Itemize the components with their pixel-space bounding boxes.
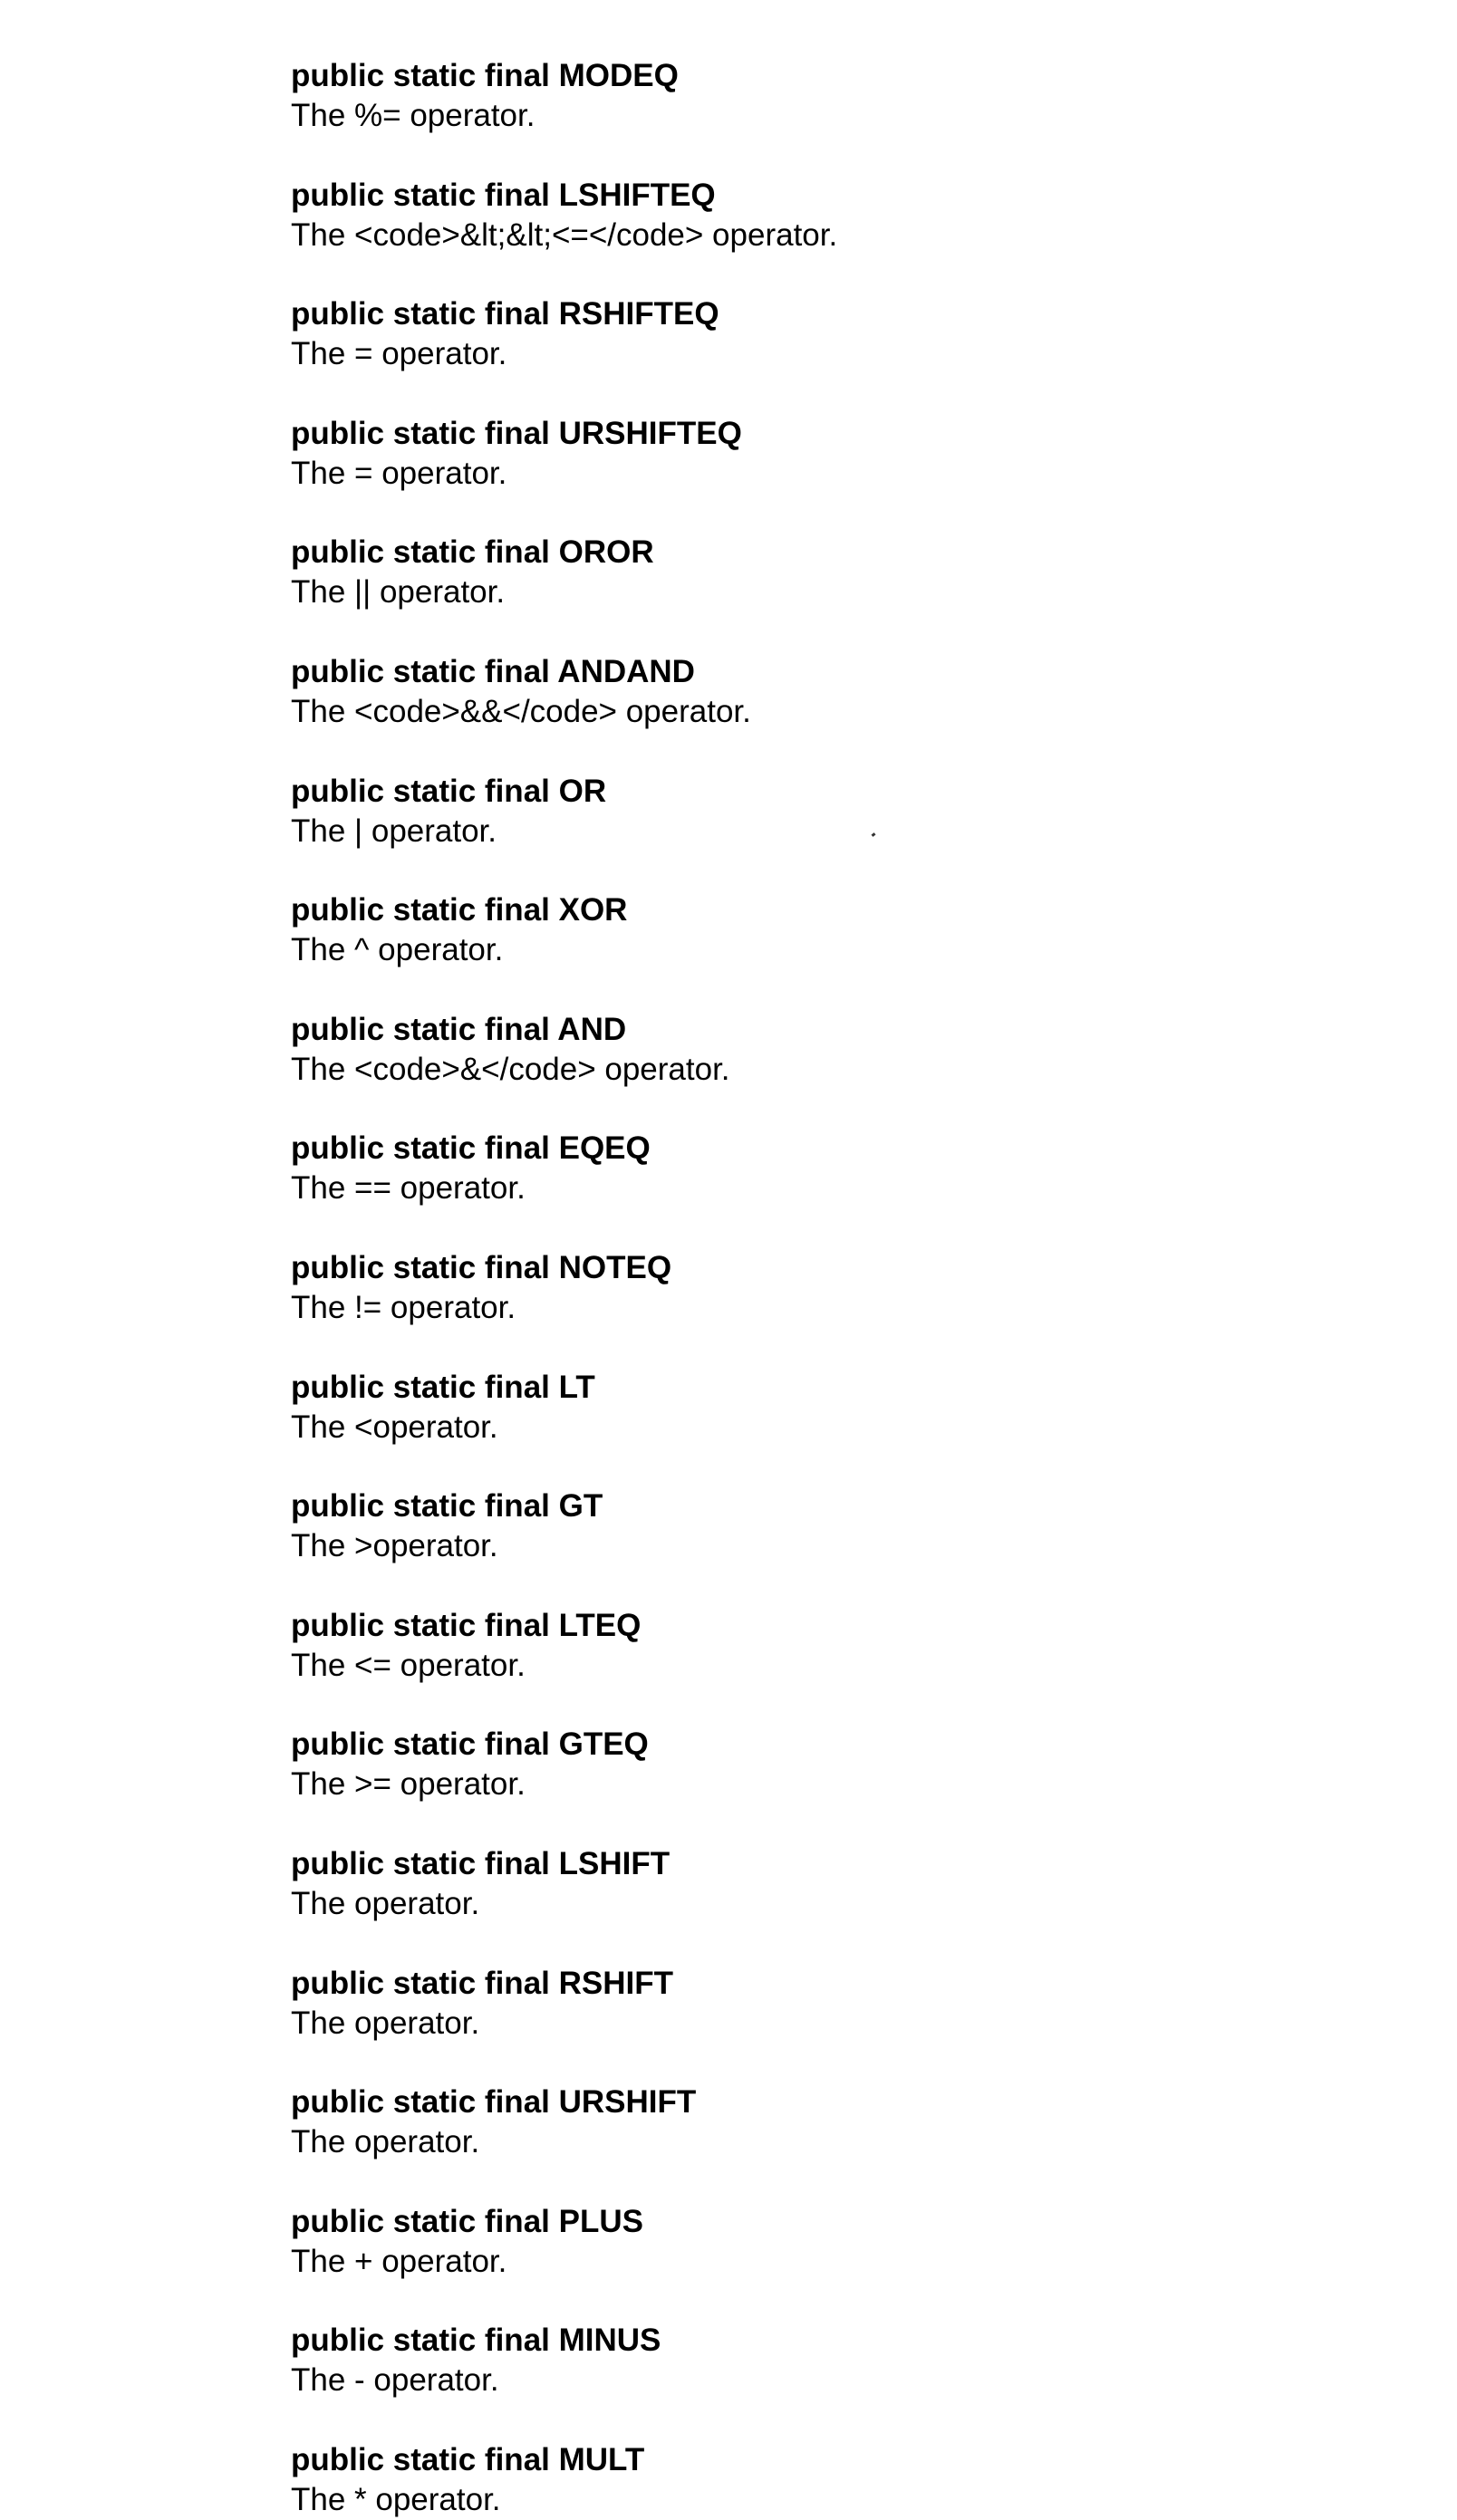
field-description: The >= operator. bbox=[291, 1765, 649, 1804]
field-signature: public static final URSHIFTEQ bbox=[291, 414, 742, 454]
field-description: The + operator. bbox=[291, 2242, 643, 2282]
field-description: The * operator. bbox=[291, 2480, 644, 2520]
field-signature: public static final LSHIFT bbox=[291, 1844, 670, 1884]
field-signature: public static final EQEQ bbox=[291, 1129, 651, 1169]
field-description: The == operator. bbox=[291, 1169, 651, 1208]
field-description: The = operator. bbox=[291, 454, 742, 494]
field-description: The <= operator. bbox=[291, 1646, 641, 1686]
field-entry bbox=[291, 56, 679, 136]
field-description: The <code>&&</code> operator. bbox=[291, 692, 751, 732]
field-entry bbox=[291, 294, 719, 374]
field-signature: public static final MINUS bbox=[291, 2321, 661, 2361]
field-description: The operator. bbox=[291, 2122, 696, 2162]
field-signature: public static final RSHIFTEQ bbox=[291, 294, 719, 334]
field-entry bbox=[291, 2440, 644, 2520]
field-signature: public static final PLUS bbox=[291, 2202, 643, 2242]
field-entry bbox=[291, 414, 742, 494]
field-signature: public static final GTEQ bbox=[291, 1725, 649, 1765]
field-entry bbox=[291, 2082, 696, 2162]
field-signature: public static final AND bbox=[291, 1010, 730, 1050]
field-description: The >operator. bbox=[291, 1526, 603, 1566]
field-signature: public static final LSHIFTEQ bbox=[291, 176, 837, 216]
field-entry bbox=[291, 1129, 651, 1208]
field-description: The = operator. bbox=[291, 334, 719, 374]
field-signature: public static final LTEQ bbox=[291, 1606, 641, 1646]
field-entry bbox=[291, 1725, 649, 1804]
field-signature: public static final MULT bbox=[291, 2440, 644, 2480]
field-description: The <operator. bbox=[291, 1408, 595, 1448]
field-description: The %= operator. bbox=[291, 96, 679, 136]
field-signature: public static final XOR bbox=[291, 890, 627, 930]
field-signature: public static final NOTEQ bbox=[291, 1248, 671, 1288]
field-description: The | operator. bbox=[291, 812, 606, 851]
field-entry bbox=[291, 2321, 661, 2400]
field-entry bbox=[291, 1606, 641, 1686]
field-description: The operator. bbox=[291, 2004, 673, 2044]
field-signature: public static final LT bbox=[291, 1368, 595, 1408]
field-signature: public static final OR bbox=[291, 772, 606, 812]
field-description: The || operator. bbox=[291, 572, 654, 612]
field-entry bbox=[291, 2202, 643, 2282]
field-description: The != operator. bbox=[291, 1288, 671, 1328]
field-entry bbox=[291, 652, 751, 732]
field-entry bbox=[291, 1368, 595, 1448]
field-entry bbox=[291, 772, 606, 851]
field-entry bbox=[291, 1964, 673, 2044]
scan-speck bbox=[872, 832, 876, 837]
field-entry bbox=[291, 176, 837, 255]
field-entry bbox=[291, 1248, 671, 1328]
field-signature: public static final OROR bbox=[291, 533, 654, 572]
field-entry bbox=[291, 1486, 603, 1566]
field-description: The <code>&lt;&lt;<=</code> operator. bbox=[291, 216, 837, 255]
field-entry bbox=[291, 1010, 730, 1090]
field-entry bbox=[291, 890, 627, 970]
field-entry bbox=[291, 1844, 670, 1924]
field-description: The operator. bbox=[291, 1884, 670, 1924]
field-signature: public static final URSHIFT bbox=[291, 2082, 696, 2122]
field-signature: public static final RSHIFT bbox=[291, 1964, 673, 2004]
field-description: The <code>&</code> operator. bbox=[291, 1050, 730, 1090]
field-entry bbox=[291, 533, 654, 612]
field-signature: public static final ANDAND bbox=[291, 652, 751, 692]
field-signature: public static final GT bbox=[291, 1486, 603, 1526]
field-description: The - operator. bbox=[291, 2361, 661, 2400]
field-description: The ^ operator. bbox=[291, 930, 627, 970]
field-signature: public static final MODEQ bbox=[291, 56, 679, 96]
